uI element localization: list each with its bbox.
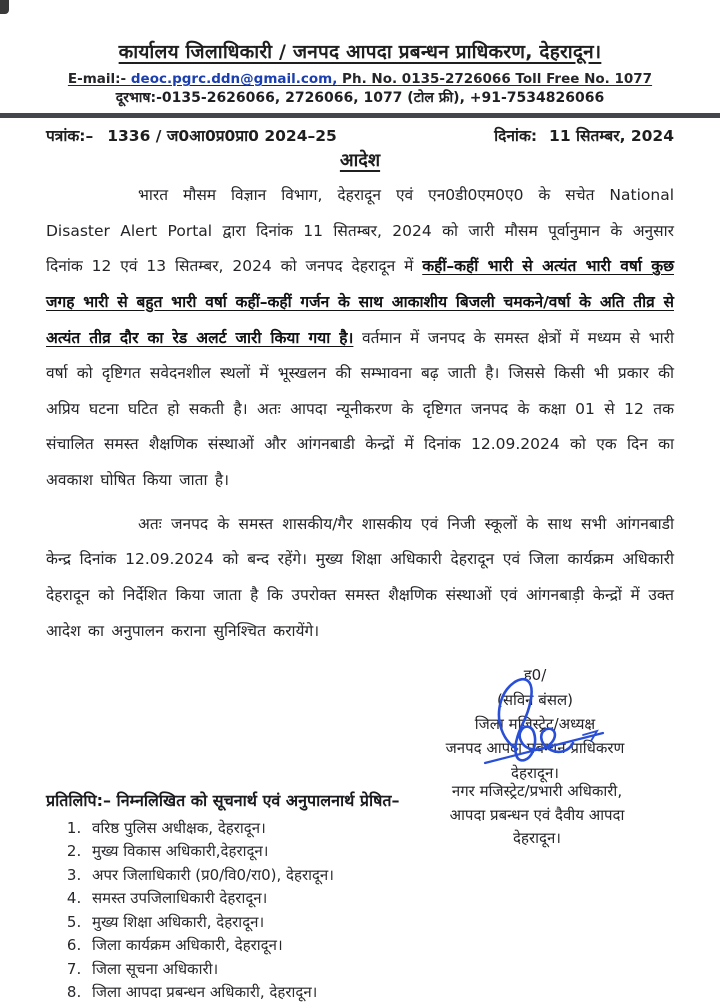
signatory-name: (सविन बंसल)	[496, 690, 574, 709]
email-link[interactable]: deoc.pgrc.ddn@gmail.com,	[130, 71, 338, 87]
letter-date-value: 11 सितम्बर, 2024	[549, 127, 674, 145]
signatory-organization: जनपद आपदा प्रबन्धन प्राधिकरण	[445, 739, 625, 758]
phone-line: दूरभाष:-0135-2626066, 2726066, 1077 (टोल फ्री), +91-7534826066	[115, 90, 605, 106]
order-heading-text: आदेश	[339, 150, 381, 171]
letter-date-label: दिनांक:	[494, 127, 538, 145]
contact-line	[0, 71, 720, 87]
order-heading	[0, 148, 720, 172]
letter-meta-row	[0, 118, 720, 146]
signatory-block	[420, 663, 650, 784]
bottom-signatory-place: देहरादून।	[513, 828, 561, 847]
para1-intro: भारत मौसम विज्ञान विभाग, देहरादून एवं एन0डी0एम0ए0 के सचेत National Disaster Alert Portal द्वारा दिनांक 11 सितम्बर, 2024 को जारी मौसम पूर्वानुमान के अनुसार दिनांक 12 एवं 13 सितम्बर, 2024 को जनपद देहरादून में	[46, 186, 674, 276]
red-alert-emphasis: कहीं–कहीं भारी से अत्यंत भारी वर्षा कुछ जगह भारी से बहुत भारी वर्षा कहीं–कहीं गर्जन के साथ आकाशीय बिजली चमकने/वर्षा के अति तीव्र से अत्यंत तीव्र दौर का रेड अलर्ट जारी किया गया है।	[46, 257, 674, 347]
list-item: 6. जिला कार्यक्रम अधिकारी, देहरादून।	[86, 934, 674, 957]
office-title: कार्यालय जिलाधिकारी / जनपद आपदा प्रबन्धन प्राधिकरण, देहरादून।	[118, 41, 602, 63]
email-label: E-mail:-	[67, 71, 131, 87]
bottom-signatory-designation: नगर मजिस्ट्रेट/प्रभारी अधिकारी,	[451, 782, 623, 801]
letter-number	[46, 124, 337, 146]
para1-continuation: वर्तमान में जनपद के समस्त क्षेत्रों में मध्यम से भारी वर्षा को दृष्टिगत सवेदनशील स्थलों में भूस्खलन की सम्भावना बढ़ जाती है। जिससे किसी भी प्रकार की अप्रिय घटना घटित हो सकती है। अतः आपदा न्यूनीकरण के दृष्टिगत जनपद के कक्षा 01 से 12 तक संचालित समस्त शैक्षणिक संस्थाओं और आंगनबाडी केन्द्रों में दिनांक 12.09.2024 को एक दिन का अवकाश घोषित किया जाता है।	[46, 328, 674, 490]
list-item: 7. जिला सूचना अधिकारी।	[86, 958, 674, 981]
list-item: 2. मुख्य विकास अधिकारी,देहरादून।	[86, 840, 674, 863]
list-item: 8. जिला आपदा प्रबन्धन अधिकारी, देहरादून।	[86, 981, 674, 1004]
letterhead	[0, 0, 720, 107]
copy-to-heading: प्रतिलिपि:– निम्नलिखित को सूचनार्थ एवं अनुपालनार्थ प्रेषित–	[46, 790, 400, 810]
letter-date	[494, 124, 674, 146]
phone-toll-free-text: Ph. No. 0135-2726066 Toll Free No. 1077	[337, 71, 653, 87]
bottom-signatory-department: आपदा प्रबन्धन एवं दैवीय आपदा	[449, 805, 625, 824]
letter-body	[0, 178, 720, 649]
paragraph-weather-alert	[46, 178, 674, 499]
list-item: 3. अपर जिलाधिकारी (प्र0/वि0/रा0), देहरादून।	[86, 864, 674, 887]
paragraph-school-closure: अतः जनपद के समस्त शासकीय/गैर शासकीय एवं निजी स्कूलों के साथ सभी आंगनबाडी केन्द्र दिनांक 12.09.2024 को बन्द रहेंगे। मुख्य शिक्षा अधिकारी देहरादून एवं जिला कार्यक्रम अधिकारी देहरादून को निर्देशित किया जाता है कि उपरोक्त समस्त शैक्षणिक संस्थाओं एवं आंगनबाड़ी केन्द्रों में उक्त आदेश का अनुपालन कराना सुनिश्चित करायेंगे।	[46, 514, 674, 640]
list-item: 4. समस्त उपजिलाधिकारी देहरादून।	[86, 887, 674, 910]
bottom-signatory-block	[412, 780, 662, 850]
letter-number-label: पत्रांक:–	[46, 127, 94, 145]
list-item: 5. मुख्य शिक्षा अधिकारी, देहरादून।	[86, 911, 674, 934]
list-item: 1. वरिष्ठ पुलिस अधीक्षक, देहरादून।	[86, 817, 674, 840]
signatory-designation: जिला मजिस्ट्रेट/अध्यक्ष	[474, 714, 596, 733]
signatory-place: देहरादून।	[511, 763, 559, 782]
letter-number-value: 1336 / ज0आ0प्र0प्रा0 2024–25	[107, 127, 337, 145]
signed-abbreviation: ह0/	[523, 666, 547, 685]
